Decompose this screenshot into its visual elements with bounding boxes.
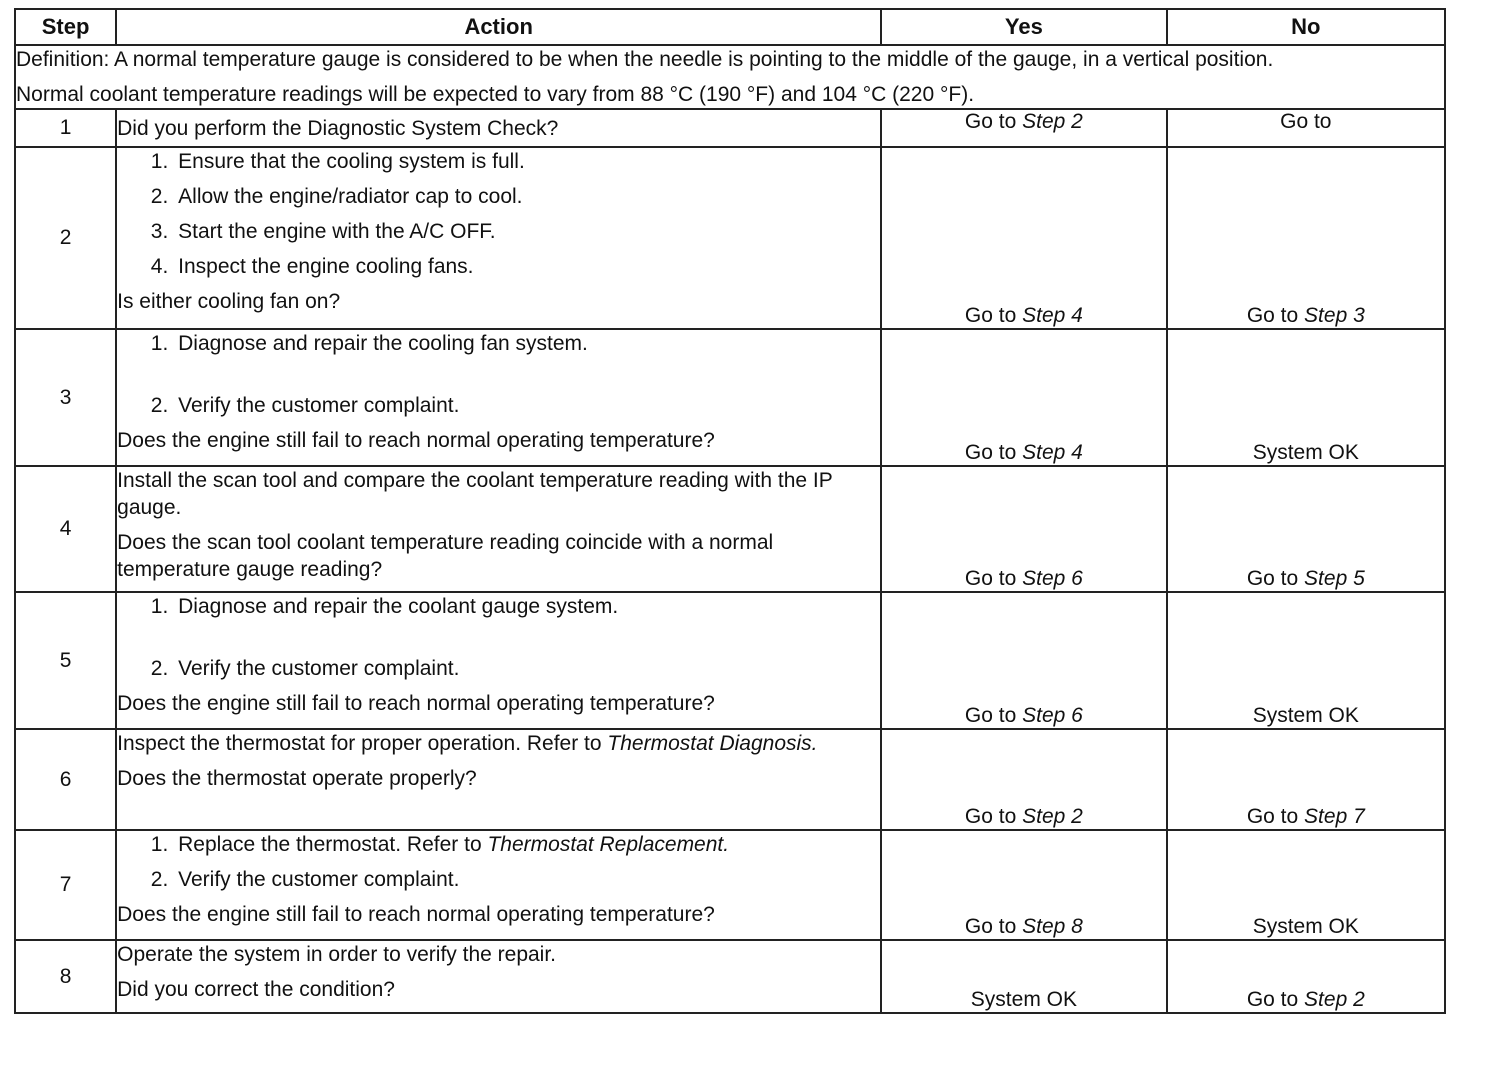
table-row <box>15 940 1445 1013</box>
no-cell <box>1167 109 1445 147</box>
header-action: Action <box>116 9 881 45</box>
step-link[interactable]: Step 7 <box>1304 805 1365 828</box>
system-ok-label: System OK <box>970 988 1077 1011</box>
header-yes: Yes <box>881 9 1166 45</box>
list-item-text: Replace the thermostat. Refer to <box>178 833 482 856</box>
step-number: 3 <box>15 329 116 466</box>
yes-cell <box>881 329 1166 466</box>
step-action <box>116 109 881 147</box>
reference-link[interactable]: Thermostat Replacement. <box>487 833 730 856</box>
go-to-label: Go to <box>1246 304 1299 327</box>
list-item: 2. Verify the customer complaint. <box>174 655 880 682</box>
instruction-text: Inspect the thermostat for proper operation. Refer to <box>117 732 602 755</box>
step-number: 5 <box>15 592 116 729</box>
go-to-label: Go to <box>964 441 1017 464</box>
go-to-label: Go to <box>964 304 1017 327</box>
list-item: 2. Verify the customer complaint. <box>174 866 880 893</box>
step-link[interactable]: Step 2 <box>1022 110 1083 133</box>
step-action <box>116 592 881 729</box>
diagnostic-table <box>14 8 1446 1014</box>
definition-cell <box>15 45 1445 109</box>
step-list <box>117 593 880 682</box>
step-link[interactable]: Step 4 <box>1022 304 1083 327</box>
step-action <box>116 329 881 466</box>
header-no: No <box>1167 9 1445 45</box>
system-ok-label: System OK <box>1252 441 1359 464</box>
step-link[interactable]: Step 4 <box>1022 441 1083 464</box>
system-ok-label: System OK <box>1252 915 1359 938</box>
go-to-label: Go to <box>1246 805 1299 828</box>
yes-cell <box>881 830 1166 940</box>
step-list <box>117 330 880 419</box>
no-cell <box>1167 147 1445 329</box>
system-ok-label: System OK <box>1252 704 1359 727</box>
step-question: Did you correct the condition? <box>117 978 395 1001</box>
go-to-label: Go to <box>1280 110 1332 133</box>
no-cell <box>1167 466 1445 592</box>
normal-range-text: Normal coolant temperature readings will be expected to vary from 88 °C (190 °F) and 104 °C (220 °F). <box>16 83 975 106</box>
table-row <box>15 329 1445 466</box>
list-item: 1. Ensure that the cooling system is full. <box>174 148 880 175</box>
step-link[interactable]: Step 2 <box>1304 988 1365 1011</box>
yes-cell <box>881 592 1166 729</box>
step-number: 2 <box>15 147 116 329</box>
no-cell <box>1167 592 1445 729</box>
step-link[interactable]: Step 8 <box>1022 915 1083 938</box>
table-row <box>15 466 1445 592</box>
step-number: 1 <box>15 109 116 147</box>
go-to-label: Go to <box>1246 988 1299 1011</box>
step-action <box>116 466 881 592</box>
step-question: Does the engine still fail to reach normal operating temperature? <box>117 429 715 452</box>
header-row <box>15 9 1445 45</box>
step-action <box>116 729 881 830</box>
no-cell <box>1167 329 1445 466</box>
table-row <box>15 147 1445 329</box>
yes-cell <box>881 729 1166 830</box>
list-item: 1. Diagnose and repair the coolant gauge system. <box>174 593 880 620</box>
list-item: 2. Verify the customer complaint. <box>174 392 880 419</box>
table-row <box>15 109 1445 147</box>
yes-cell <box>881 466 1166 592</box>
step-question: Does the thermostat operate properly? <box>117 767 477 790</box>
table-row <box>15 830 1445 940</box>
yes-cell <box>881 109 1166 147</box>
table-row <box>15 592 1445 729</box>
step-link[interactable]: Step 3 <box>1304 304 1365 327</box>
step-number: 4 <box>15 466 116 592</box>
step-action <box>116 940 881 1013</box>
step-question: Is either cooling fan on? <box>117 290 341 313</box>
list-item: 3. Start the engine with the A/C OFF. <box>174 218 880 245</box>
list-item <box>174 831 880 858</box>
definition-text: Definition: A normal temperature gauge is considered to be when the needle is pointing to the middle of the gauge, in a vertical position. <box>16 48 1274 71</box>
yes-cell <box>881 940 1166 1013</box>
step-link[interactable]: Step 6 <box>1022 704 1083 727</box>
no-cell <box>1167 940 1445 1013</box>
step-list <box>117 148 880 280</box>
no-cell <box>1167 729 1445 830</box>
step-action <box>116 147 881 329</box>
step-instruction <box>117 730 880 757</box>
step-number: 6 <box>15 729 116 830</box>
go-to-label: Go to <box>964 704 1017 727</box>
list-item: 4. Inspect the engine cooling fans. <box>174 253 880 280</box>
definition-row <box>15 45 1445 109</box>
step-question: Does the engine still fail to reach normal operating temperature? <box>117 692 715 715</box>
list-item: 1. Diagnose and repair the cooling fan system. <box>174 330 880 357</box>
step-question: Did you perform the Diagnostic System Check? <box>117 116 559 140</box>
list-item: 2. Allow the engine/radiator cap to cool. <box>174 183 880 210</box>
go-to-label: Go to <box>1246 567 1299 590</box>
step-list <box>117 831 880 893</box>
step-instruction: Install the scan tool and compare the coolant temperature reading with the IP gauge. <box>117 469 833 519</box>
yes-cell <box>881 147 1166 329</box>
step-number: 8 <box>15 940 116 1013</box>
step-link[interactable]: Step 5 <box>1304 567 1365 590</box>
go-to-label: Go to <box>964 567 1017 590</box>
table-row <box>15 729 1445 830</box>
go-to-label: Go to <box>964 110 1017 133</box>
step-question: Does the engine still fail to reach normal operating temperature? <box>117 903 715 926</box>
step-link[interactable]: Step 2 <box>1022 805 1083 828</box>
step-link[interactable]: Step 6 <box>1022 567 1083 590</box>
no-cell <box>1167 830 1445 940</box>
step-action <box>116 830 881 940</box>
go-to-label: Go to <box>964 805 1017 828</box>
step-number: 7 <box>15 830 116 940</box>
header-step: Step <box>15 9 116 45</box>
go-to-label: Go to <box>964 915 1017 938</box>
step-instruction: Operate the system in order to verify the repair. <box>117 943 557 966</box>
step-question: Does the scan tool coolant temperature reading coincide with a normal temperature gauge reading? <box>117 531 774 581</box>
reference-link[interactable]: Thermostat Diagnosis. <box>607 732 818 755</box>
